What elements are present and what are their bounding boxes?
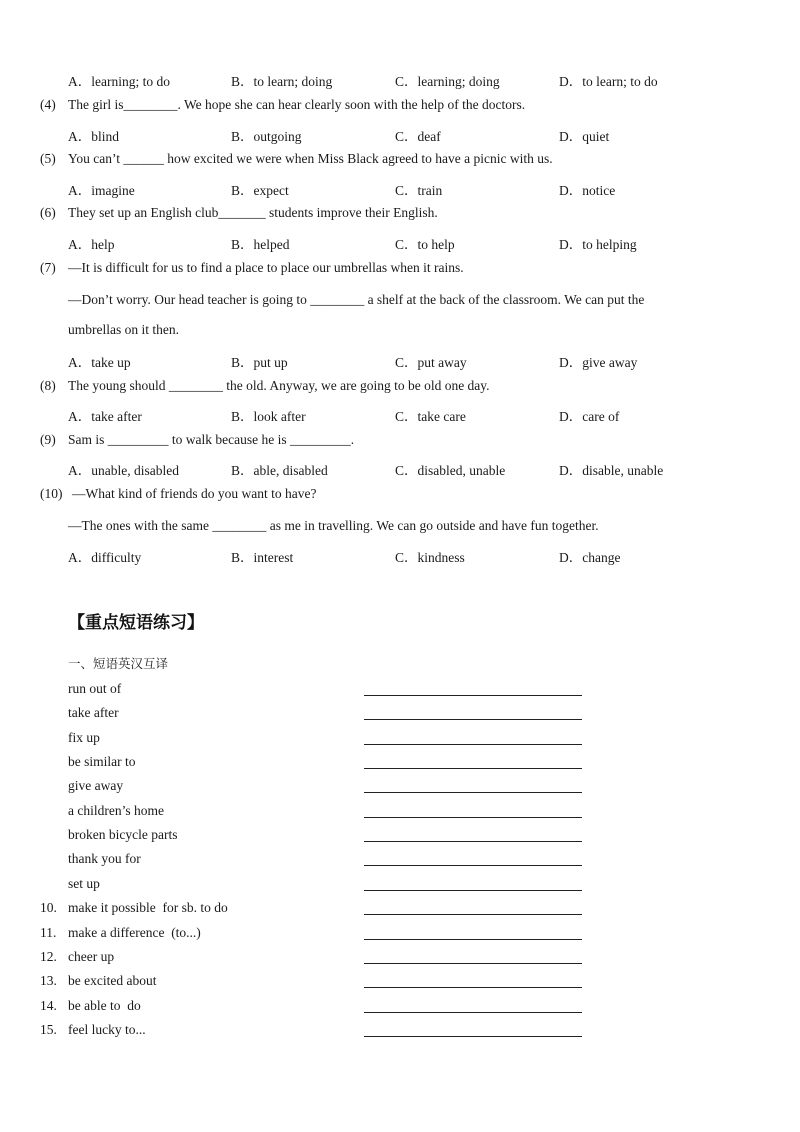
answer-blank-line[interactable] — [364, 914, 582, 915]
phrase-text: be able to do — [68, 997, 141, 1013]
phrase-text: run out of — [68, 681, 122, 696]
q10-text: —What kind of friends do you want to have? — [72, 486, 317, 501]
q8-text: The young should ________ the old. Anyway, we are going to be old one day. — [68, 378, 490, 393]
q6-option-c: C．to help — [395, 237, 455, 252]
phrase-number: 15. — [40, 1021, 57, 1037]
q7-line2: —Don’t worry. Our head teacher is going to ________ a shelf at the back of the classroom. We can put the — [68, 292, 645, 307]
q7-option-c: C．put away — [395, 355, 467, 370]
q6-number: (6) — [40, 205, 56, 220]
q4-option-c: C．deaf — [395, 129, 441, 144]
q8-option-a: A．take after — [68, 409, 142, 424]
phrase-text: feel lucky to... — [68, 1021, 146, 1037]
section-title: 【重点短语练习】 — [68, 613, 204, 633]
answer-blank-line[interactable] — [364, 1036, 582, 1037]
q8-number: (8) — [40, 378, 56, 393]
q4-option-b: B．outgoing — [231, 129, 302, 144]
q10-option-b: B．interest — [231, 550, 294, 565]
q8-option-b: B．look after — [231, 409, 306, 424]
phrase-text: cheer up — [68, 948, 115, 964]
answer-blank-line[interactable] — [364, 768, 582, 769]
phrase-text: give away — [68, 778, 124, 794]
answer-blank-line[interactable] — [364, 963, 582, 964]
q4-text: The girl is________. We hope she can hear clearly soon with the help of the doctors. — [68, 97, 526, 112]
phrase-text: make it possible for sb. to do — [68, 900, 228, 916]
q10-option-c: C．kindness — [395, 550, 465, 565]
q5-option-c: C．train — [395, 183, 443, 198]
q8-option-c: C．take care — [395, 409, 466, 424]
answer-blank-line[interactable] — [364, 865, 582, 866]
q10-line2: —The ones with the same ________ as me in travelling. We can go outside and have fun together. — [68, 518, 599, 533]
q4-number: (4) — [40, 97, 56, 112]
answer-blank-line[interactable] — [364, 695, 582, 696]
phrase-number: 13. — [40, 973, 57, 989]
q6-option-a: A．help — [68, 237, 115, 252]
answer-blank-line[interactable] — [364, 744, 582, 745]
answer-blank-line[interactable] — [364, 841, 582, 842]
phrase-number: 11. — [40, 924, 57, 940]
phrase-text: broken bicycle parts — [68, 827, 178, 843]
q3-option-a: A．learning; to do — [68, 74, 170, 89]
q5-option-a: A．imagine — [68, 183, 135, 198]
q5-option-d: D．notice — [559, 183, 616, 198]
q7-text: —It is difficult for us to find a place to place our umbrellas when it rains. — [68, 260, 464, 275]
q3-option-b: B．to learn; doing — [231, 74, 333, 89]
q10-option-a: A．difficulty — [68, 550, 142, 565]
phrase-text: fix up — [68, 729, 100, 745]
answer-blank-line[interactable] — [364, 890, 582, 891]
phrase-text: thank you for — [68, 851, 141, 867]
q9-number: (9) — [40, 432, 56, 447]
q4-option-a: A．blind — [68, 129, 120, 144]
phrase-text: take after — [68, 705, 119, 721]
q9-option-d: D．disable, unable — [559, 463, 664, 478]
sub-title: 一、短语英汉互译 — [68, 656, 169, 671]
q5-option-b: B．expect — [231, 183, 289, 198]
answer-blank-line[interactable] — [364, 939, 582, 940]
answer-blank-line[interactable] — [364, 792, 582, 793]
q10-option-d: D．change — [559, 550, 621, 565]
q7-option-b: B．put up — [231, 355, 288, 370]
phrase-number: 10. — [40, 900, 57, 916]
q5-number: (5) — [40, 151, 56, 166]
phrase-text: set up — [68, 875, 100, 891]
q8-option-d: D．care of — [559, 409, 620, 424]
q9-text: Sam is _________ to walk because he is _________. — [68, 432, 355, 447]
phrase-text: make a difference (to...) — [68, 924, 201, 940]
q5-text: You can’t ______ how excited we were when Miss Black agreed to have a picnic with us. — [68, 151, 553, 166]
q6-text: They set up an English club_______ students improve their English. — [68, 205, 438, 220]
q10-number: (10) — [40, 486, 63, 501]
q6-option-b: B．helped — [231, 237, 290, 252]
q3-option-d: D．to learn; to do — [559, 74, 658, 89]
q7-option-a: A．take up — [68, 355, 131, 370]
q7-number: (7) — [40, 260, 56, 275]
phrase-text: be similar to — [68, 754, 136, 770]
q6-option-d: D．to helping — [559, 237, 637, 252]
answer-blank-line[interactable] — [364, 987, 582, 988]
phrase-number: 12. — [40, 948, 57, 964]
q9-option-a: A．unable, disabled — [68, 463, 179, 478]
answer-blank-line[interactable] — [364, 719, 582, 720]
phrase-text: be excited about — [68, 973, 157, 989]
phrase-text: a children’s home — [68, 802, 164, 818]
q9-option-c: C．disabled, unable — [395, 463, 506, 478]
phrase-number: 14. — [40, 997, 57, 1013]
q7-line3: umbrellas on it then. — [68, 322, 179, 337]
q3-option-c: C．learning; doing — [395, 74, 500, 89]
q9-option-b: B．able, disabled — [231, 463, 328, 478]
answer-blank-line[interactable] — [364, 1012, 582, 1013]
q4-option-d: D．quiet — [559, 129, 610, 144]
q7-option-d: D．give away — [559, 355, 638, 370]
answer-blank-line[interactable] — [364, 817, 582, 818]
